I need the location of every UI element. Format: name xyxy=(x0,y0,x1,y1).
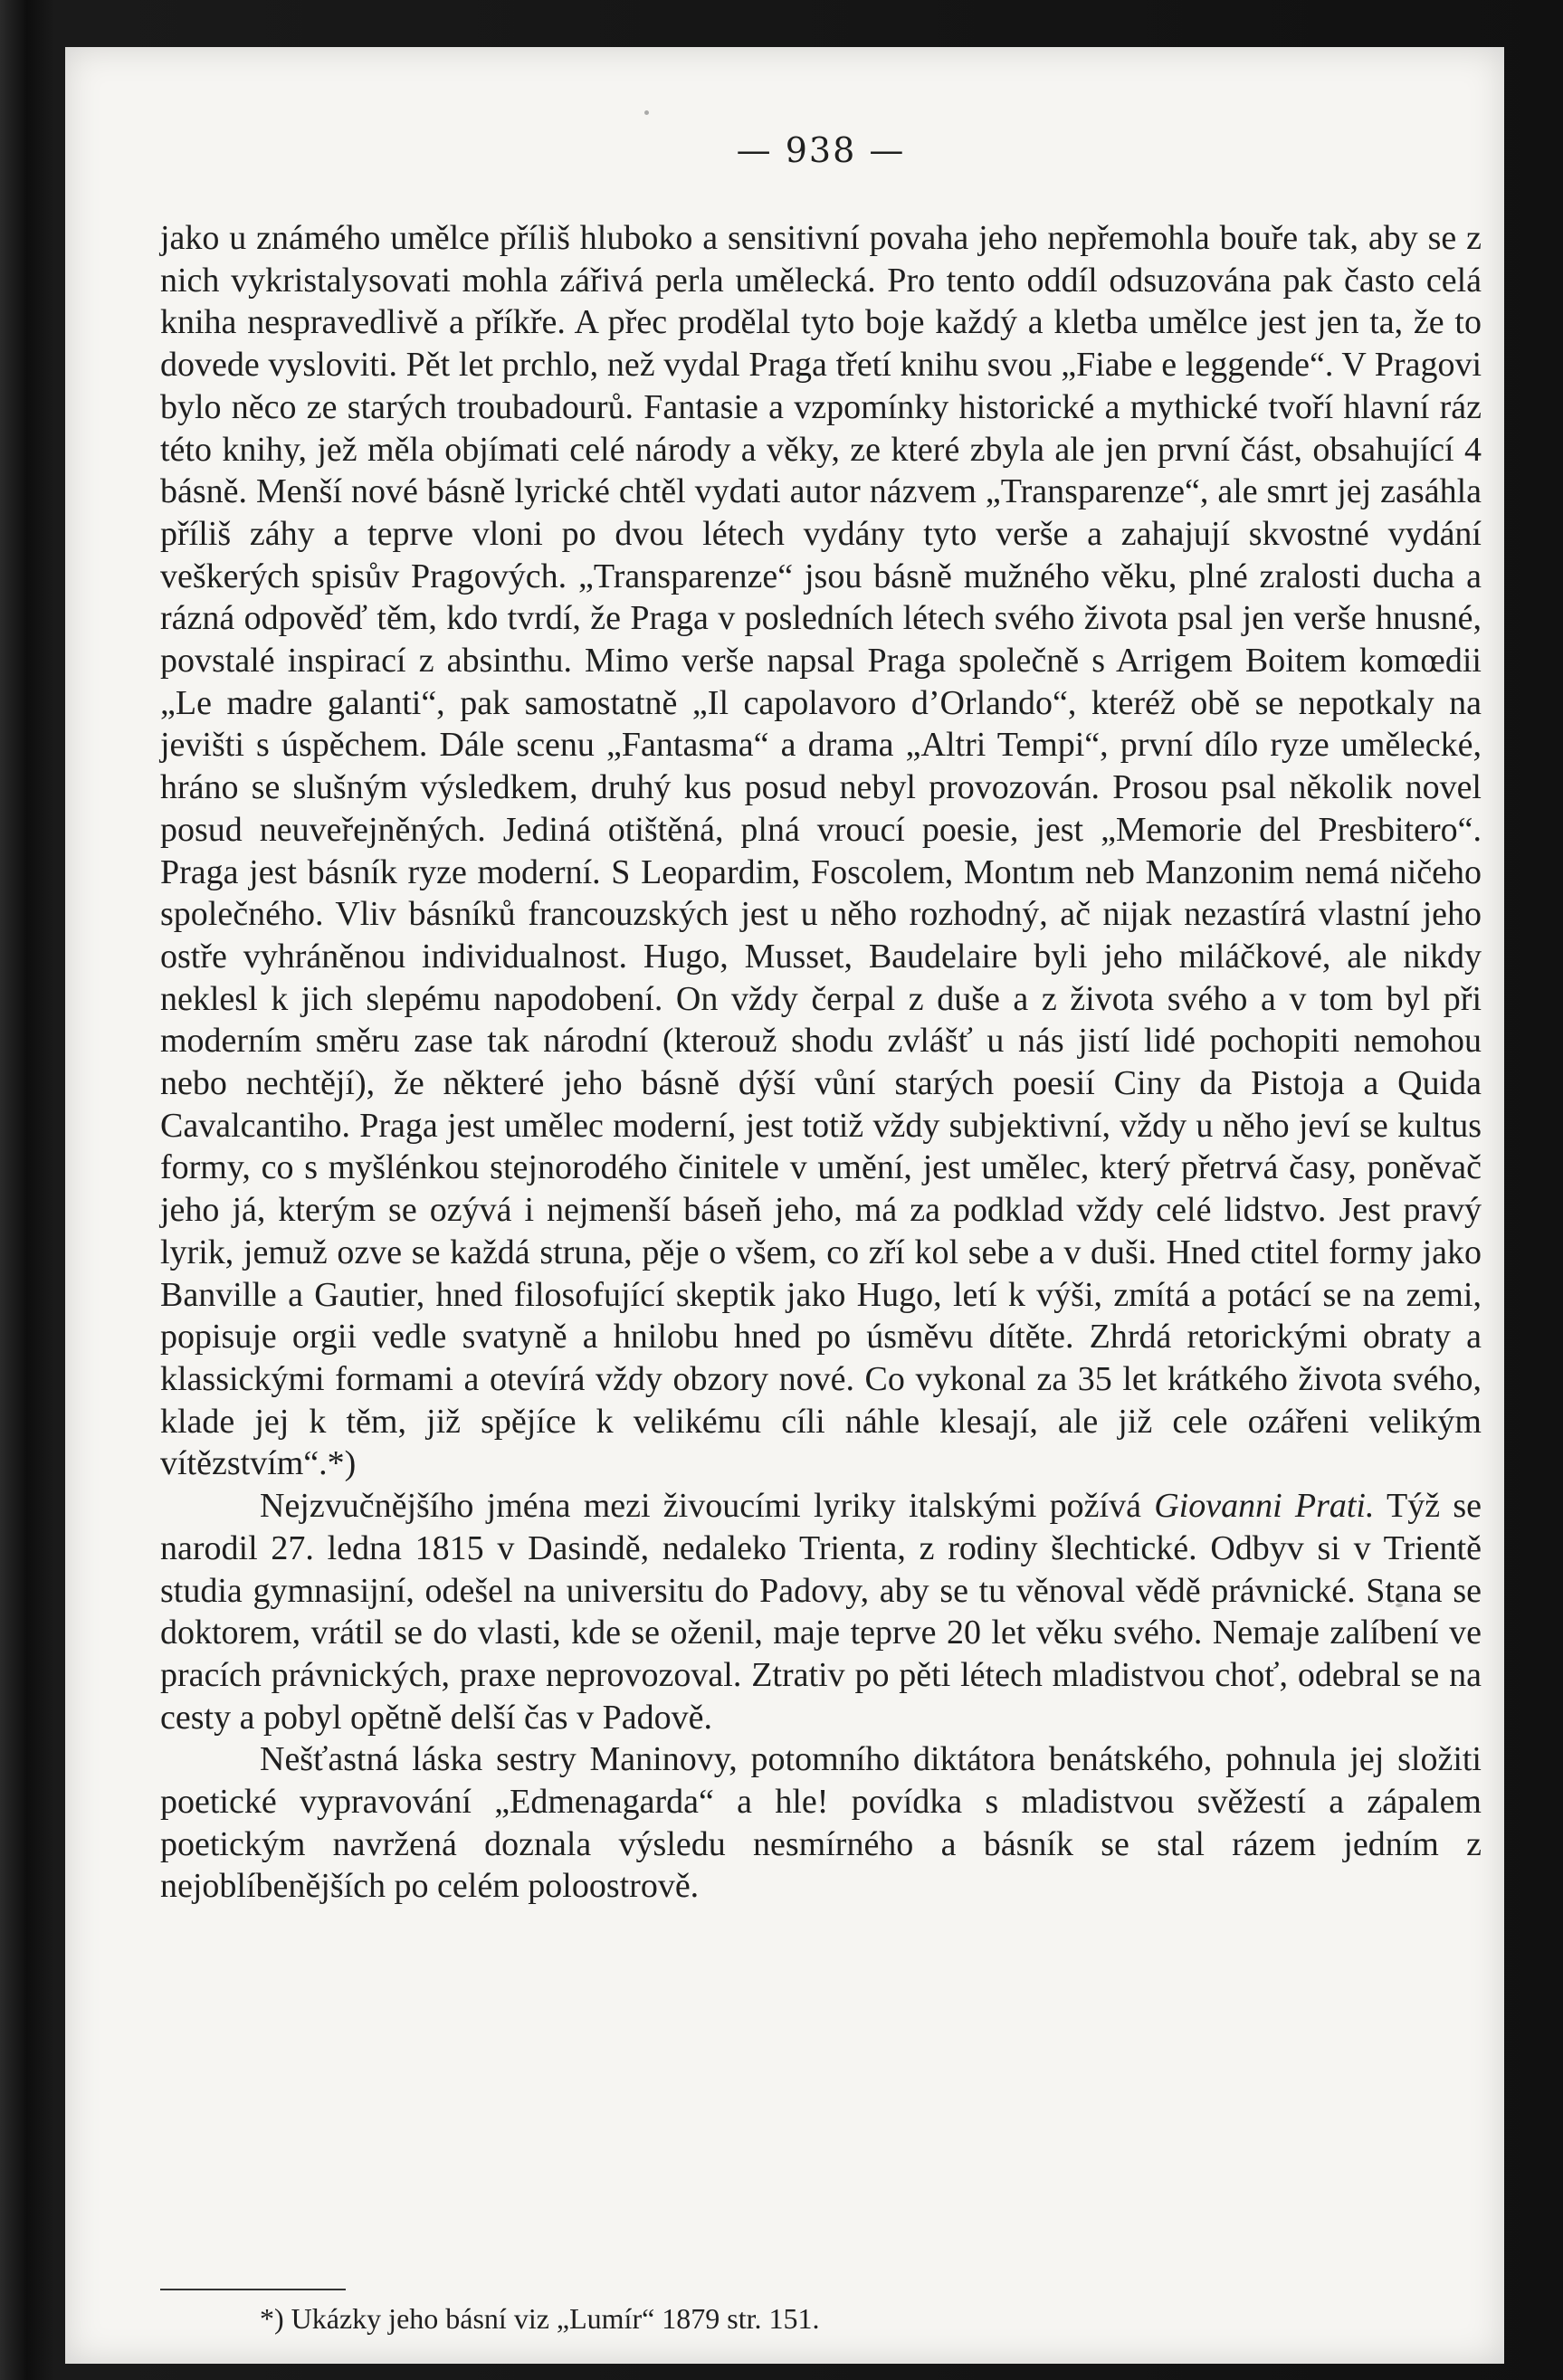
paper-speck xyxy=(644,110,649,115)
paragraph-3: Nešťastná láska sestry Maninovy, potomního diktátora benátského, pohnula jej složiti poetické vypravování „Edmenagarda“ a hle! povídka s mladistvou svěžestí a zápalem poetickým navržená doznala výsledu nesmírného a básník se stal rázem jedním z nejoblíbenějších po celém poloostrově. xyxy=(160,1740,1482,1906)
paragraph-2-rest: Týž se narodil 27. ledna 1815 v Dasindě, nedaleko Trienta, z rodiny šlechtické. Odbyv si v Trientě studia gymnasijní, odešel na universitu do Padovy, aby se tu věnoval vědě právnické. Stana se doktorem, vrátil se do vlasti, kde se oženil, maje teprve 20 let věku svého. Nemaje zalíbení ve pracích právnických, praxe neprovozoval. Ztrativ po pěti létech mladistvou choť, odebral se na cesty a pobyl opětně delší čas v Padově. xyxy=(160,1487,1482,1737)
book-page xyxy=(65,47,1504,2364)
body-text xyxy=(160,217,1482,1908)
poet-name: Giovanni Prati. xyxy=(1154,1487,1375,1526)
page-number: — 938 — xyxy=(736,130,906,170)
footnote-divider xyxy=(160,2289,346,2290)
footnote: *) Ukázky jeho básní viz „Lumír“ 1879 str. 151. xyxy=(260,2302,820,2335)
paragraph-2-start: Nejzvučnějšího jména mezi živoucími lyriky italskými požívá xyxy=(260,1487,1155,1526)
paragraph-1: jako u známého umělce příliš hluboko a sensitivní povaha jeho nepřemohla bouře tak, aby se z nich vykristalysovati mohla zářivá perla umělecká. Pro tento oddíl odsuzována pak často celá kniha nespravedlivě a příkře. A přec prodělal tyto boje každý a kletba umělce jest jen ta, že to dovede vysloviti. Pět let prchlo, než vydal Praga třetí knihu svou „Fiabe e leggende“. V Pragovi bylo něco ze starých troubadourů. Fantasie a vzpomínky historické a mythické tvoří hlavní ráz této knihy, jež měla objímati celé národy a věky, ze které zbyla ale jen první část, obsahující 4 básně. Menší nové básně lyrické chtěl vydati autor názvem „Transparenze“, ale smrt jej zasáhla příliš záhy a teprve vloni po dvou létech vydány tyto verše a zahajují skvostné vydání veškerých spisův Pragových. „Transparenze“ jsou básně mužného věku, plné zralosti ducha a rázná odpověď těm, kdo tvrdí, že Praga v posledních létech svého života psal jen verše hnusné, povstalé inspirací z absinthu. Mimo verše napsal Praga společně s Arrigem Boitem komœdii „Le madre galanti“, pak samostatně „Il capolavoro d’Orlando“, kteréž obě se nepotkaly na jevišti s úspěchem. Dále scenu „Fantasma“ a drama „Altri Tempi“, první dílo ryze umělecké, hráno se slušným výsledkem, druhý kus posud nebyl provozován. Prosou psal několik novel posud neuveřejněných. Jediná otištěná, plná vroucí poesie, jest „Memorie del Presbitero“. Praga jest básník ryze moderní. S Leopardim, Foscolem, Montım neb Manzonim nemá ničeho společného. Vliv básníků francouzských jest u něho rozhodný, ač nijak nezastírá vlastní jeho ostře vyhráněnou individualnost. Hugo, Musset, Baudelaire byli jeho miláčkové, ale nikdy neklesl k jich slepému napodobení. On vždy čerpal z duše a z života svého a v tom byl při moderním směru zase tak národní (kterouž shodu zvlášť u nás jistí lidé pochopiti nemohou nebo nechtějí), že některé jeho básně dýší vůní starých poesií Ciny da Pistoja a Quida Cavalcantiho. Praga jest umělec moderní, jest totiž vždy subjektivní, vždy u něho jeví se kultus formy, co s myšlénkou stejnorodého činitele v umění, jest umělec, který přetrvá časy, poněvač jeho já, kterým se ozývá i nejmenší báseň jeho, má za podklad vždy celé lidstvo. Jest pravý lyrik, jemuž ozve se každá struna, pěje o všem, co zří kol sebe a v duši. Hned ctitel formy jako Banville a Gautier, hned filosofující skeptik jako Hugo, letí k výši, zmítá a potácí se na zemi, popisuje orgii vedle svatyně a hnilobu hned po úsměvu dítěte. Zhrdá retorickými obraty a klassickými formami a otevírá vždy obzory nové. Co vykonal za 35 let krátkého života svého, klade jej k těm, již spějíce k velikému cíli náhle klesají, ale již cele ozářeni velikým vítězstvím“.*) xyxy=(160,219,1482,1483)
paragraph-2 xyxy=(160,1485,1482,1738)
